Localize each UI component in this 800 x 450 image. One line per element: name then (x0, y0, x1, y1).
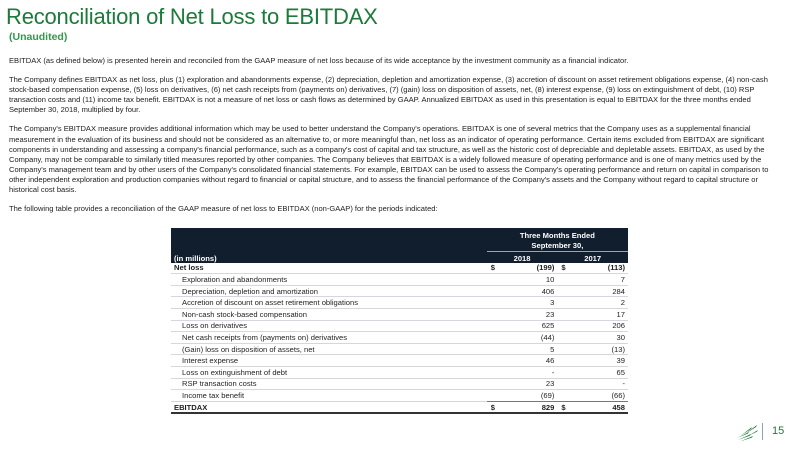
value-2018: 23 (504, 308, 557, 320)
value-2017: 30 (575, 332, 628, 344)
table-row-ebitdax-total (171, 401, 628, 413)
paragraph-ebitdax-definition: The Company defines EBITDAX as net loss, plus (1) exploration and abandonments expense, (2) depreciation, depletion and amortization expense, (3) accretion of discount on asset retirement obligations expense, (4) non-cash stock-based compensation expense, (5) loss on derivatives, (6) net cash receipts from (payments on) derivatives, (7) (gain) loss on disposition of assets, net, (8) interest expense, (9) loss on extinguishment of debt, (10) RSP transaction costs and (11) income tax benefit. EBITDAX is not a measure of net loss or cash flows as determined by GAAP. Annualized EBITDAX as used in this presentation is equal to EBITDAX for the three months ended September 30, 2018, multiplied by four. (9, 75, 768, 115)
paragraph-definition: EBITDAX (as defined below) is presented herein and reconciled from the GAAP measure of net loss because of its wide acceptance by the investment community as a financial indicator. (9, 56, 629, 65)
value-2018: 5 (504, 343, 557, 355)
value-2017: (66) (575, 390, 628, 402)
row-label: RSP transaction costs (171, 378, 487, 390)
table-row (171, 285, 628, 297)
table-row (171, 390, 628, 402)
table-header-period-row (171, 228, 628, 252)
page-title: Reconciliation of Net Loss to EBITDAX (6, 4, 378, 29)
value-2018: 625 (504, 320, 557, 332)
currency-symbol: $ (487, 263, 504, 274)
table-row (171, 343, 628, 355)
currency-symbol: $ (557, 263, 574, 274)
row-label: Net cash receipts from (payments on) derivatives (171, 332, 487, 344)
period-header (487, 228, 628, 252)
value-2017: 284 (575, 285, 628, 297)
value-2017: 2 (575, 297, 628, 309)
value-2018: 3 (504, 297, 557, 309)
body-text (9, 56, 784, 223)
table-row (171, 320, 628, 332)
row-label: EBITDAX (171, 401, 487, 413)
value-2018: 10 (504, 274, 557, 286)
reconciliation-table (171, 228, 628, 414)
value-2017: 17 (575, 308, 628, 320)
value-2017: 7 (575, 274, 628, 286)
row-label: Non-cash stock-based compensation (171, 308, 487, 320)
row-label: Interest expense (171, 355, 487, 367)
row-label: Exploration and abandonments (171, 274, 487, 286)
value-2018: (69) (504, 390, 557, 402)
value-2018: - (504, 366, 557, 378)
year-header-2018: 2018 (487, 252, 558, 263)
value-2017: 39 (575, 355, 628, 367)
value-2018: 406 (504, 285, 557, 297)
row-label: Net loss (171, 263, 487, 274)
table-row (171, 274, 628, 286)
table-row (171, 332, 628, 344)
row-label: (Gain) loss on disposition of assets, net (171, 343, 487, 355)
page-subtitle: (Unaudited) (9, 31, 68, 43)
table-row (171, 366, 628, 378)
value-2017: 458 (575, 401, 628, 413)
value-2017: 206 (575, 320, 628, 332)
table-row (171, 308, 628, 320)
period-header-line2: September 30, (531, 241, 584, 250)
value-2018: (44) (504, 332, 557, 344)
table-row (171, 378, 628, 390)
currency-symbol: $ (487, 401, 504, 413)
table-row (171, 297, 628, 309)
row-label: Income tax benefit (171, 390, 487, 402)
table-row-net-loss (171, 263, 628, 274)
row-label: Loss on extinguishment of debt (171, 366, 487, 378)
paragraph-usage: The Company's EBITDAX measure provides additional information which may be used to better understand the Company's operations. EBITDAX is one of several metrics that the Company uses as a supplemental financial measurement in the evaluation of its business and should not be considered as an alternative to, or more meaningful than, net loss as an indicator of operating performance. Certain items excluded from EBITDAX are significant components in understanding and assessing a company's financial performance, such as a company's cost of capital and tax structure, as well as the historic cost of depreciable and depletable assets. EBITDAX, as used by the Company, may not be comparable to similarly titled measures reported by other companies. The Company believes that EBITDAX is a widely followed measure of operating performance and is one of many metrics used by the Company's management team and by other users of the Company's consolidated financial statements. For example, EBITDAX can be used to assess the Company's operating performance and return on capital in comparison to other independent exploration and production companies without regard to financial or capital structure, and to assess the financial performance of the Company's assets and the Company without regard to capital structure or historical cost basis. (9, 124, 769, 195)
footer-divider (762, 423, 763, 440)
value-2018: (199) (504, 263, 557, 274)
value-2017: (113) (575, 263, 628, 274)
page-number: 15 (772, 425, 785, 437)
row-label: Accretion of discount on asset retirement obligations (171, 297, 487, 309)
year-header-2017: 2017 (557, 252, 628, 263)
currency-symbol: $ (557, 401, 574, 413)
row-label: Loss on derivatives (171, 320, 487, 332)
table-header-year-row (171, 252, 628, 263)
row-label: Depreciation, depletion and amortization (171, 285, 487, 297)
table-row (171, 355, 628, 367)
diamondback-logo-icon (735, 422, 759, 442)
paragraph-table-intro: The following table provides a reconciliation of the GAAP measure of net loss to EBITDAX (non-GAAP) for the periods indicated: (9, 204, 438, 214)
value-2017: 65 (575, 366, 628, 378)
value-2017: - (575, 378, 628, 390)
value-2018: 46 (504, 355, 557, 367)
value-2017: (13) (575, 343, 628, 355)
period-header-line1: Three Months Ended (519, 231, 595, 240)
value-2018: 23 (504, 378, 557, 390)
unit-label: (in millions) (171, 252, 487, 263)
value-2018: 829 (504, 401, 557, 413)
